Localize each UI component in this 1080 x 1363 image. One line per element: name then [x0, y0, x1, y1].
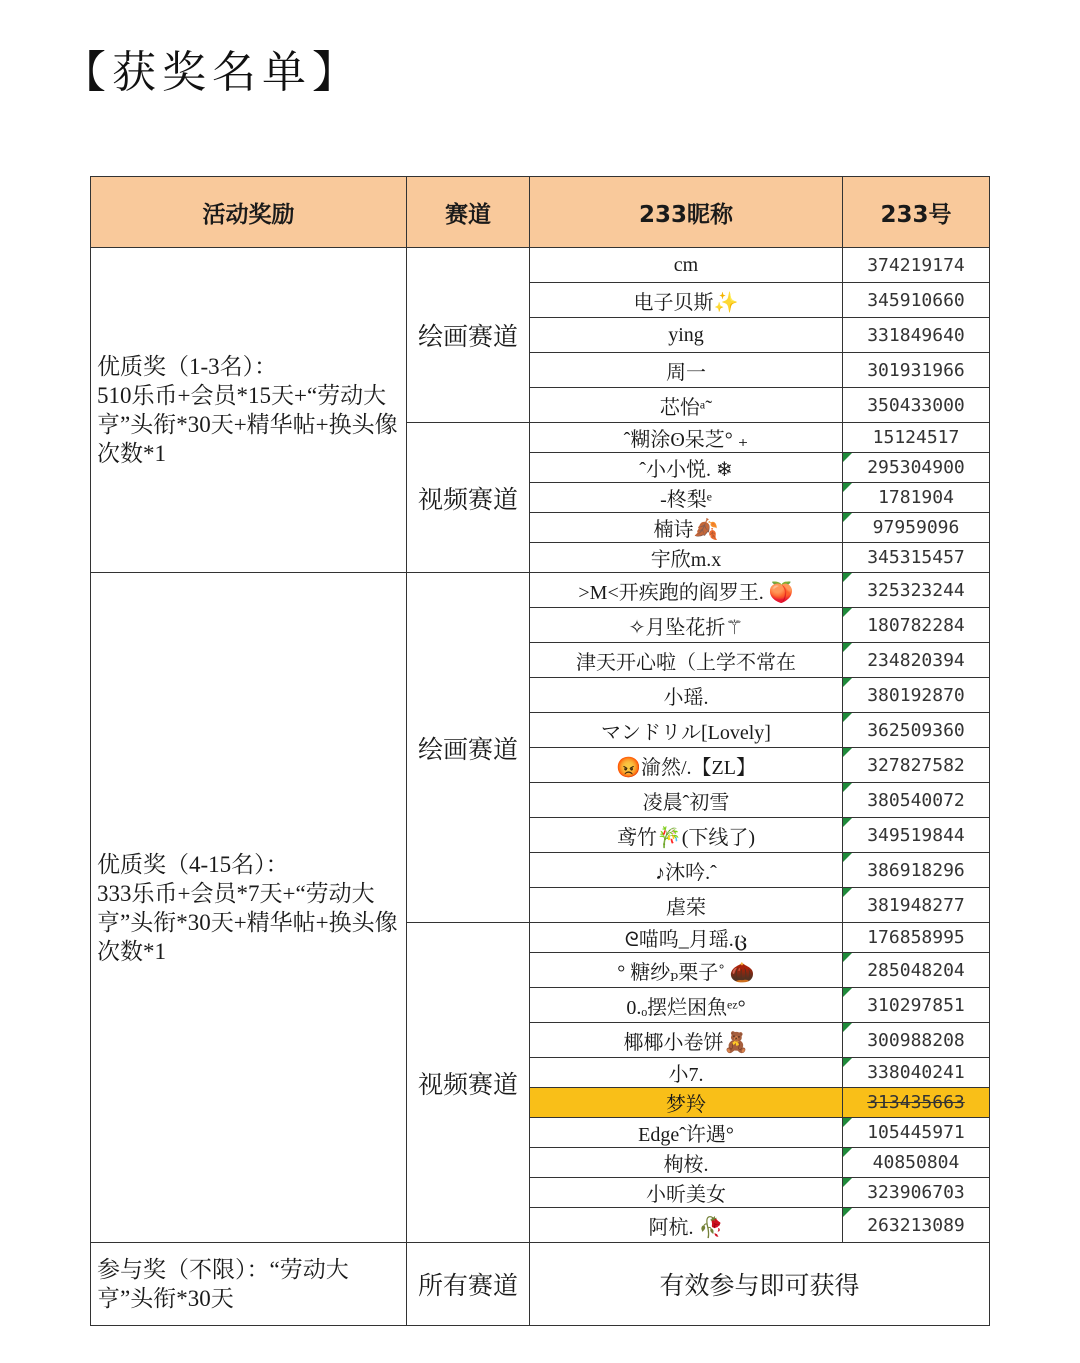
prize-cell: 优质奖（4-15名）： 333乐币+会员*7天+“劳动大亨”头衔*30天+精华帖+换头像次数*1 [91, 573, 407, 1243]
header-nickname: 233昵称 [530, 177, 843, 248]
nickname-cell: 虐荣 [530, 888, 843, 923]
id-cell: 301931966 [843, 353, 990, 388]
id-cell: 338040241 [843, 1058, 990, 1088]
nickname-cell: cm [530, 248, 843, 283]
id-cell: 374219174 [843, 248, 990, 283]
nickname-cell: 周一 [530, 353, 843, 388]
nickname-cell: >M<开疾跑的阎罗王. 🍑 [530, 573, 843, 608]
nickname-cell: 椰椰小卷饼🧸 [530, 1023, 843, 1058]
id-cell: 310297851 [843, 988, 990, 1023]
nickname-cell: 芯怡ᵃ˜ [530, 388, 843, 423]
id-cell: 331849640 [843, 318, 990, 353]
awards-table [90, 176, 990, 1326]
nickname-cell: 梦羚 [530, 1088, 843, 1118]
nickname-cell: マンドリル[Lovely] [530, 713, 843, 748]
id-cell: 380540072 [843, 783, 990, 818]
header-reward: 活动奖励 [91, 177, 407, 248]
id-cell: 386918296 [843, 853, 990, 888]
table-row [91, 248, 990, 283]
id-cell: 323906703 [843, 1178, 990, 1208]
nickname-cell: 小7. [530, 1058, 843, 1088]
id-cell: 263213089 [843, 1208, 990, 1243]
id-cell: 1781904 [843, 483, 990, 513]
participation-note: 有效参与即可获得 [530, 1243, 990, 1326]
table-row [91, 1243, 990, 1326]
nickname-cell: ᘓ喵呜_月瑶.ც [530, 923, 843, 953]
nickname-cell: 阿杭. 🥀 [530, 1208, 843, 1243]
id-cell: 349519844 [843, 818, 990, 853]
nickname-cell: 津天开心啦（上学不常在 [530, 643, 843, 678]
nickname-cell: ying [530, 318, 843, 353]
id-cell: 327827582 [843, 748, 990, 783]
track-cell: 视频赛道 [407, 423, 530, 573]
nickname-cell: 楠诗🍂 [530, 513, 843, 543]
nickname-cell: ° 糖纱ₚ栗子˚ 🌰 [530, 953, 843, 988]
table-row [91, 573, 990, 608]
id-cell: 176858995 [843, 923, 990, 953]
nickname-cell: 小昕美女 [530, 1178, 843, 1208]
id-cell: 40850804 [843, 1148, 990, 1178]
nickname-cell: Edgeˆ许遇° [530, 1118, 843, 1148]
header-track: 赛道 [407, 177, 530, 248]
id-cell: 345910660 [843, 283, 990, 318]
id-cell: 381948277 [843, 888, 990, 923]
nickname-cell: ˆ小小悦. ❄ [530, 453, 843, 483]
nickname-cell: 😡渝然/.【ZL】 [530, 748, 843, 783]
nickname-cell: ♪沐吟.ˆ [530, 853, 843, 888]
track-cell: 所有赛道 [407, 1243, 530, 1326]
id-cell: 362509360 [843, 713, 990, 748]
nickname-cell: 宇欣m.x [530, 543, 843, 573]
nickname-cell: ˆ糊涂ʘ呆芝° ₊ [530, 423, 843, 453]
id-cell: 325323244 [843, 573, 990, 608]
track-cell: 绘画赛道 [407, 248, 530, 423]
nickname-cell: 凌晨ˆ初雪 [530, 783, 843, 818]
nickname-cell: 鸢竹🎋(下线了) [530, 818, 843, 853]
id-cell: 350433000 [843, 388, 990, 423]
nickname-cell: 0.ₒ摆烂困魚ᵉᶻ° [530, 988, 843, 1023]
nickname-cell: 栒桉. [530, 1148, 843, 1178]
id-cell: 97959096 [843, 513, 990, 543]
id-cell: 180782284 [843, 608, 990, 643]
nickname-cell: 电子贝斯✨ [530, 283, 843, 318]
id-cell: 234820394 [843, 643, 990, 678]
header-row [91, 177, 990, 248]
id-cell: 105445971 [843, 1118, 990, 1148]
id-cell: 295304900 [843, 453, 990, 483]
prize-cell: 参与奖（不限）：“劳动大亨”头衔*30天 [91, 1243, 407, 1326]
page-title: 【获奖名单】 [62, 47, 362, 98]
track-cell: 视频赛道 [407, 923, 530, 1243]
nickname-cell: ✧月坠花折⚚ [530, 608, 843, 643]
id-cell: 15124517 [843, 423, 990, 453]
id-cell: 345315457 [843, 543, 990, 573]
id-cell: 380192870 [843, 678, 990, 713]
prize-cell: 优质奖（1-3名）： 510乐币+会员*15天+“劳动大亨”头衔*30天+精华帖+换头像次数*1 [91, 248, 407, 573]
nickname-cell: -柊梨ᵉ [530, 483, 843, 513]
track-cell: 绘画赛道 [407, 573, 530, 923]
header-id: 233号 [843, 177, 990, 248]
nickname-cell: 小瑶. [530, 678, 843, 713]
winners-body [91, 248, 990, 1326]
id-cell: 285048204 [843, 953, 990, 988]
id-cell: 300988208 [843, 1023, 990, 1058]
id-cell: 313435663 [843, 1088, 990, 1118]
